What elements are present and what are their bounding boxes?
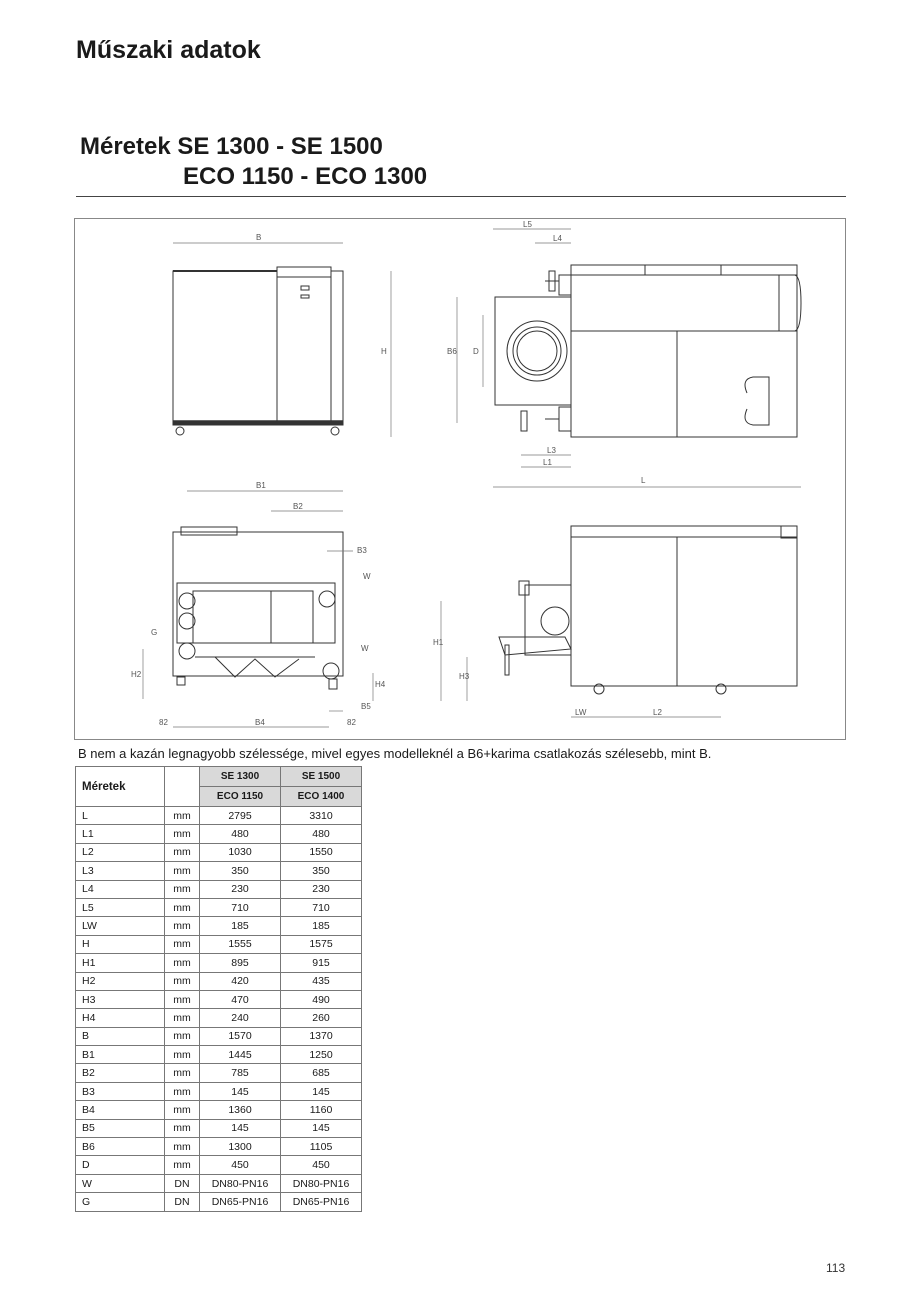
cell-unit: mm [165,1046,200,1064]
cell-unit: mm [165,935,200,953]
table-row [76,990,362,1008]
cell-unit: mm [165,1138,200,1156]
cell-value-1: 1360 [200,1101,281,1119]
label-W-top: W [363,572,371,581]
cell-dimension: L2 [76,843,165,861]
label-B3: B3 [357,546,367,555]
cell-value-2: 1105 [281,1138,362,1156]
label-L5: L5 [523,220,532,229]
cell-dimension: L3 [76,862,165,880]
dimension-drawing [74,218,846,740]
cell-value-1: DN80-PN16 [200,1174,281,1192]
table-header-model-1: SE 1300 [200,767,281,787]
cell-value-2: 185 [281,917,362,935]
cell-dimension: H [76,935,165,953]
cell-value-2: DN65-PN16 [281,1193,362,1211]
cell-value-2: 480 [281,825,362,843]
table-header-row [76,767,362,787]
cell-unit: mm [165,825,200,843]
table-row [76,1027,362,1045]
section-title-line1: Méretek SE 1300 - SE 1500 [80,133,383,160]
dimensions-table [75,766,362,1212]
table-header-model-3: ECO 1150 [200,787,281,807]
cell-dimension: B [76,1027,165,1045]
label-H3: H3 [459,672,470,681]
cell-value-1: 145 [200,1082,281,1100]
label-D: D [473,347,479,356]
cell-dimension: B2 [76,1064,165,1082]
cell-value-1: 145 [200,1119,281,1137]
cell-value-1: 240 [200,1009,281,1027]
table-row [76,1193,362,1211]
table-header-model-4: ECO 1400 [281,787,362,807]
cell-value-2: 710 [281,898,362,916]
cell-value-2: 145 [281,1119,362,1137]
cell-dimension: H1 [76,954,165,972]
cell-value-1: 2795 [200,807,281,825]
table-row [76,917,362,935]
table-header-unit [165,767,200,807]
cell-dimension: H3 [76,990,165,1008]
cell-unit: mm [165,1027,200,1045]
title-divider [76,196,846,197]
cell-value-2: 1250 [281,1046,362,1064]
table-row [76,1101,362,1119]
cell-dimension: LW [76,917,165,935]
label-G: G [151,628,158,637]
cell-unit: mm [165,990,200,1008]
cell-unit: mm [165,1101,200,1119]
cell-dimension: B5 [76,1119,165,1137]
label-H: H [381,347,387,356]
cell-value-2: 1550 [281,843,362,861]
cell-value-2: 350 [281,862,362,880]
label-L1: L1 [543,458,552,467]
table-body [76,807,362,1212]
table-row [76,954,362,972]
cell-value-1: 480 [200,825,281,843]
table-row [76,1119,362,1137]
label-W-bottom: W [361,644,369,653]
cell-dimension: L4 [76,880,165,898]
table-row [76,880,362,898]
label-B4: B4 [255,718,265,727]
cell-unit: mm [165,1009,200,1027]
cell-value-2: 915 [281,954,362,972]
cell-dimension: B6 [76,1138,165,1156]
table-row [76,1174,362,1192]
table-row [76,1046,362,1064]
label-B: B [256,233,262,242]
cell-value-1: 185 [200,917,281,935]
cell-unit: mm [165,807,200,825]
cell-value-1: 1570 [200,1027,281,1045]
label-L2: L2 [653,708,662,717]
label-L4: L4 [553,234,562,243]
page-number: 113 [826,1261,846,1275]
table-header-label: Méretek [76,767,165,807]
table-row [76,1064,362,1082]
table-header-model-2: SE 1500 [281,767,362,787]
cell-value-1: 895 [200,954,281,972]
cell-unit: DN [165,1174,200,1192]
cell-unit: mm [165,880,200,898]
cell-value-2: DN80-PN16 [281,1174,362,1192]
cell-dimension: D [76,1156,165,1174]
cell-value-2: 450 [281,1156,362,1174]
cell-unit: mm [165,1119,200,1137]
cell-value-2: 490 [281,990,362,1008]
cell-value-1: 785 [200,1064,281,1082]
table-row [76,1138,362,1156]
section-title-line2: ECO 1150 - ECO 1300 [183,163,428,190]
label-B5: B5 [361,702,371,711]
label-LW: LW [575,708,587,717]
cell-value-1: DN65-PN16 [200,1193,281,1211]
cell-value-2: 435 [281,972,362,990]
table-row [76,825,362,843]
label-82-left: 82 [159,718,168,727]
cell-value-1: 450 [200,1156,281,1174]
cell-value-2: 1370 [281,1027,362,1045]
cell-value-2: 1160 [281,1101,362,1119]
cell-unit: mm [165,862,200,880]
drawing-svg [75,219,845,739]
label-H4: H4 [375,680,386,689]
cell-value-1: 1445 [200,1046,281,1064]
cell-value-1: 420 [200,972,281,990]
cell-unit: mm [165,954,200,972]
cell-unit: mm [165,972,200,990]
cell-dimension: B3 [76,1082,165,1100]
cell-unit: mm [165,1156,200,1174]
table-row [76,807,362,825]
cell-dimension: B4 [76,1101,165,1119]
cell-value-2: 230 [281,880,362,898]
page-title: Műszaki adatok [76,36,261,64]
label-82-right: 82 [347,718,356,727]
cell-unit: mm [165,843,200,861]
label-B6: B6 [447,347,457,356]
cell-value-2: 145 [281,1082,362,1100]
side-view [499,526,797,694]
cell-value-1: 1030 [200,843,281,861]
cell-dimension: G [76,1193,165,1211]
table-row [76,935,362,953]
cell-value-1: 710 [200,898,281,916]
table-row [76,1009,362,1027]
cell-value-2: 1575 [281,935,362,953]
cell-unit: mm [165,898,200,916]
cell-value-1: 350 [200,862,281,880]
cell-dimension: W [76,1174,165,1192]
cell-unit: DN [165,1193,200,1211]
label-H2: H2 [131,670,142,679]
cell-unit: mm [165,917,200,935]
table-row [76,898,362,916]
cell-dimension: L1 [76,825,165,843]
dimension-note: B nem a kazán legnagyobb szélessége, mivel egyes modelleknél a B6+karima csatlakozás szélesebb, mint B. [78,746,712,761]
table-row [76,972,362,990]
cell-value-2: 260 [281,1009,362,1027]
cell-value-2: 3310 [281,807,362,825]
label-H1: H1 [433,638,444,647]
top-view [495,265,801,437]
cell-value-1: 1300 [200,1138,281,1156]
cell-value-1: 1555 [200,935,281,953]
cell-unit: mm [165,1082,200,1100]
label-B2: B2 [293,502,303,511]
label-L3: L3 [547,446,556,455]
cell-dimension: H4 [76,1009,165,1027]
cell-dimension: B1 [76,1046,165,1064]
cell-value-2: 685 [281,1064,362,1082]
label-B1: B1 [256,481,266,490]
table-row [76,862,362,880]
table-row [76,843,362,861]
table-row [76,1082,362,1100]
rear-view [173,527,343,689]
front-view [173,267,343,435]
cell-dimension: L [76,807,165,825]
cell-value-1: 470 [200,990,281,1008]
cell-dimension: L5 [76,898,165,916]
label-L: L [641,476,646,485]
cell-dimension: H2 [76,972,165,990]
table-row [76,1156,362,1174]
cell-value-1: 230 [200,880,281,898]
section-title [80,132,427,192]
cell-unit: mm [165,1064,200,1082]
